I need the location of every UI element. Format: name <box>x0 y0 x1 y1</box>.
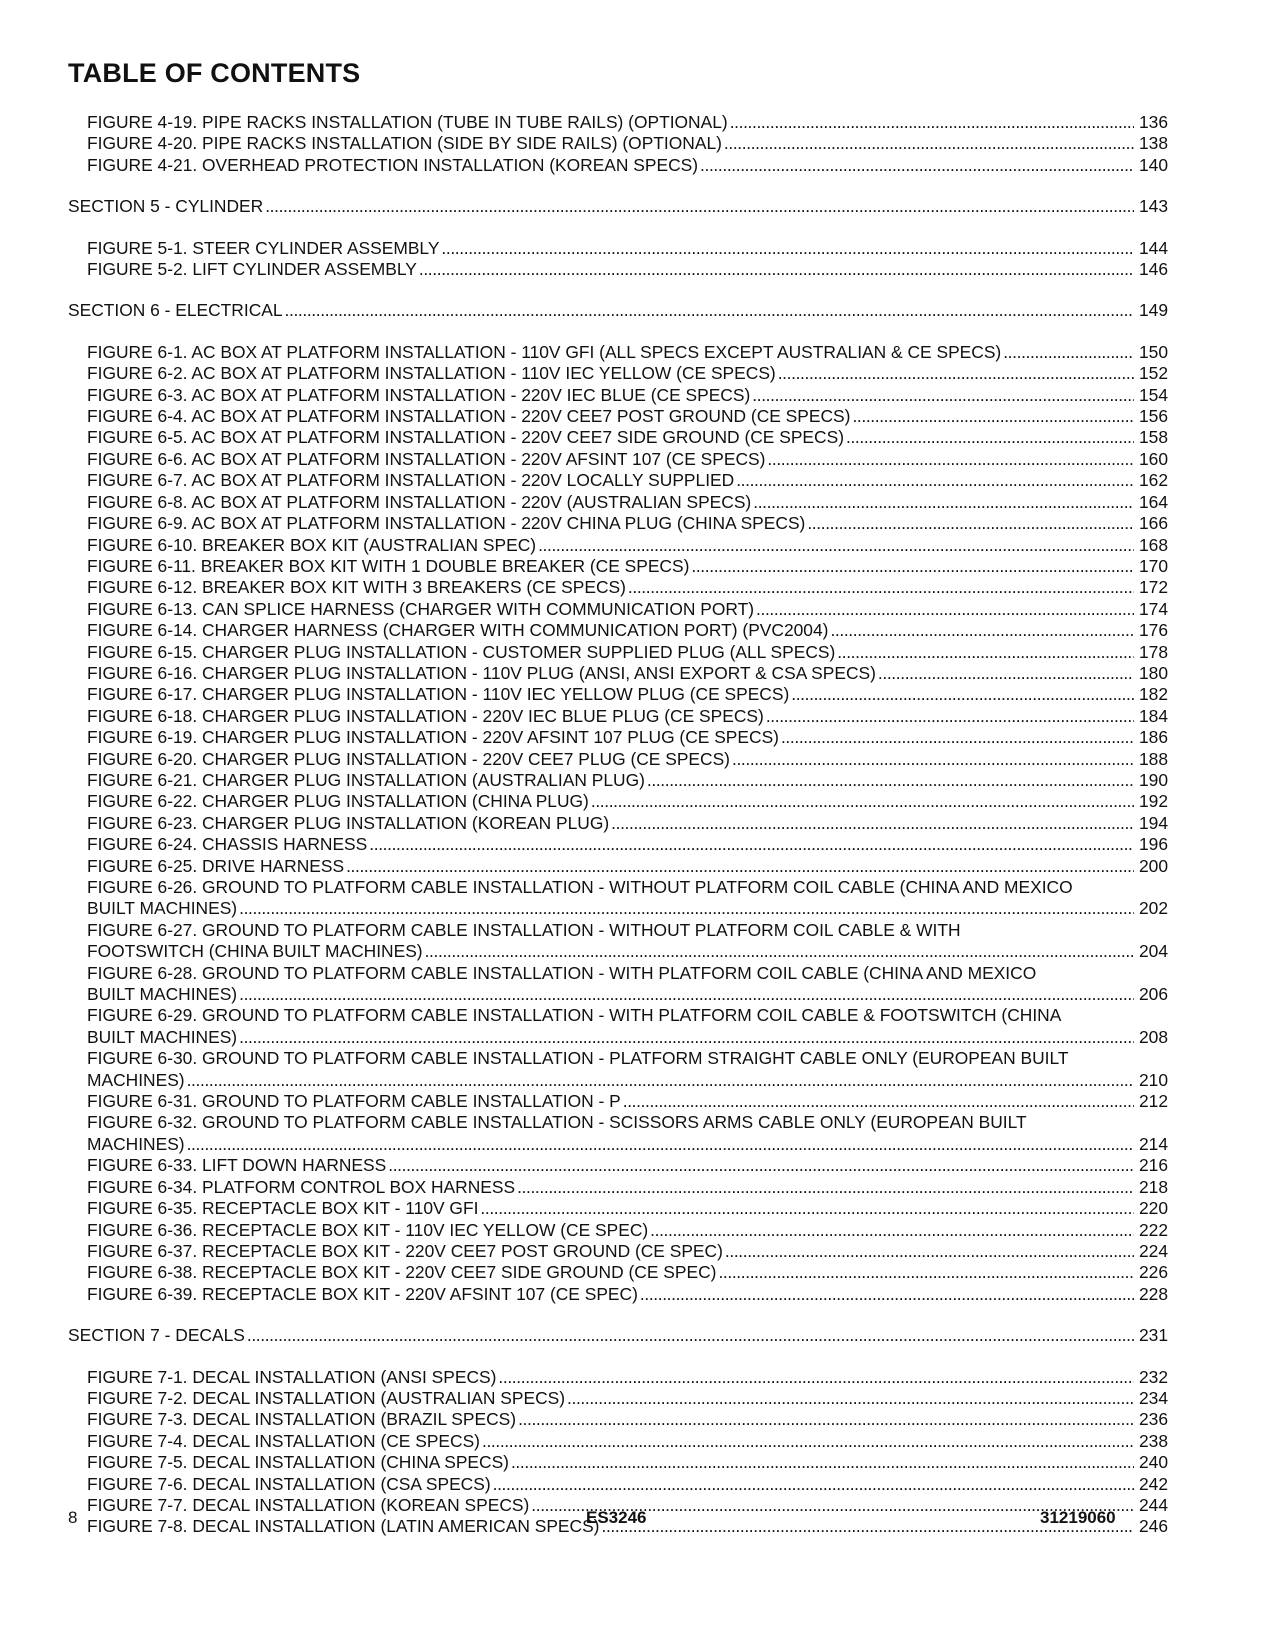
toc-entry-title: FIGURE 4-19. PIPE RACKS INSTALLATION (TUBE IN TUBE RAILS) (OPTIONAL) <box>87 112 728 132</box>
toc-figure-entry[interactable] <box>68 963 1168 1006</box>
toc-entry-page-number: 182 <box>1138 684 1168 705</box>
toc-entry-title: FIGURE 6-3. AC BOX AT PLATFORM INSTALLATION - 220V IEC BLUE (CE SPECS) <box>87 384 751 405</box>
toc-entry-page-number: 180 <box>1138 662 1168 683</box>
dot-leader <box>493 1474 1134 1495</box>
toc-entry-title: FIGURE 6-24. CHASSIS HARNESS <box>87 834 368 855</box>
toc-entry-page-number: 174 <box>1138 598 1168 619</box>
toc-entry-title: FIGURE 6-22. CHARGER PLUG INSTALLATION (CHINA PLUG) <box>87 791 589 812</box>
toc-figure-entry[interactable] <box>68 449 1168 470</box>
toc-entry-title: FIGURE 7-5. DECAL INSTALLATION (CHINA SPECS) <box>87 1452 509 1473</box>
toc-entry-title: FIGURE 6-21. CHARGER PLUG INSTALLATION (AUSTRALIAN PLUG) <box>87 769 645 790</box>
toc-entry-page-number: 166 <box>1138 513 1168 534</box>
dot-leader <box>878 663 1134 684</box>
dot-leader <box>830 620 1134 641</box>
toc-entry-page-number: 154 <box>1138 384 1168 405</box>
dot-leader <box>425 941 1134 962</box>
toc-entry-title: FIGURE 4-20. PIPE RACKS INSTALLATION (SIDE BY SIDE RAILS) (OPTIONAL) <box>87 133 722 154</box>
toc-entry-page-number: 232 <box>1138 1366 1168 1387</box>
toc-entry-title: FIGURE 6-34. PLATFORM CONTROL BOX HARNESS <box>87 1176 516 1197</box>
toc-figure-entry[interactable] <box>68 1241 1168 1262</box>
toc-entry-page-number: 208 <box>1138 1026 1168 1047</box>
toc-entry-page-number: 186 <box>1138 727 1168 748</box>
dot-leader <box>480 1198 1134 1219</box>
toc-entry-title-line: FIGURE 6-28. GROUND TO PLATFORM CABLE INSTALLATION - WITH PLATFORM COIL CABLE (CHINA AND MEXICO <box>87 962 1037 983</box>
dot-leader <box>766 706 1134 727</box>
toc-entry-title: FIGURE 6-13. CAN SPLICE HARNESS (CHARGER WITH COMMUNICATION PORT) <box>87 598 755 619</box>
toc-entry-title: FIGURE 6-5. AC BOX AT PLATFORM INSTALLATION - 220V CEE7 SIDE GROUND (CE SPECS) <box>87 427 844 448</box>
toc-entry-page-number: 220 <box>1138 1198 1168 1219</box>
toc-figure-entry[interactable] <box>68 1091 1168 1112</box>
toc-entry-page-number: 143 <box>1138 196 1168 217</box>
toc-entry-title-line: FIGURE 6-32. GROUND TO PLATFORM CABLE INSTALLATION - SCISSORS ARMS CABLE ONLY (EUROPEAN BUILT <box>87 1112 1027 1133</box>
dot-leader <box>239 1027 1134 1048</box>
toc-entry-page-number: 138 <box>1138 133 1168 154</box>
toc-entry-page-number: 150 <box>1138 341 1168 362</box>
toc-entry-title: FIGURE 6-11. BREAKER BOX KIT WITH 1 DOUBLE BREAKER (CE SPECS) <box>87 555 690 576</box>
toc-figure-entry[interactable] <box>68 1452 1168 1473</box>
toc-entry-page-number: 236 <box>1138 1409 1168 1430</box>
toc-entry-page-number: 246 <box>1138 1516 1168 1537</box>
toc-figure-entry[interactable] <box>68 513 1168 534</box>
dot-leader <box>767 449 1134 470</box>
toc-entry-title: FIGURE 6-10. BREAKER BOX KIT (AUSTRALIAN SPEC) <box>87 534 537 555</box>
toc-figure-entry[interactable] <box>68 834 1168 855</box>
toc-figure-entry[interactable] <box>68 342 1168 363</box>
footer-model-name: ES3246 <box>586 1508 647 1527</box>
toc-figure-entry[interactable] <box>68 1155 1168 1176</box>
toc-entry-title: BUILT MACHINES) <box>87 984 238 1005</box>
toc-entry-page-number: 214 <box>1138 1133 1168 1154</box>
dot-leader <box>247 1325 1134 1346</box>
dot-leader <box>567 1388 1134 1409</box>
toc-entry-title: SECTION 6 - ELECTRICAL <box>68 300 283 321</box>
toc-entry-page-number: 200 <box>1138 855 1168 876</box>
toc-entry-title: FIGURE 6-33. LIFT DOWN HARNESS <box>87 1155 387 1176</box>
toc-figure-entry[interactable] <box>68 749 1168 770</box>
toc-entry-page-number: 152 <box>1138 363 1168 384</box>
toc-figure-entry[interactable] <box>68 363 1168 384</box>
toc-entry-page-number: 204 <box>1138 941 1168 962</box>
toc-entry-title: FIGURE 6-23. CHARGER PLUG INSTALLATION (KOREAN PLUG) <box>87 812 610 833</box>
toc-entry-page-number: 164 <box>1138 491 1168 512</box>
toc-entry-title: FIGURE 7-1. DECAL INSTALLATION (ANSI SPECS) <box>87 1366 497 1387</box>
toc-figure-entry[interactable] <box>68 620 1168 641</box>
dot-leader <box>518 1409 1134 1430</box>
toc-entry-title: FIGURE 6-1. AC BOX AT PLATFORM INSTALLATION - 110V GFI (ALL SPECS EXCEPT AUSTRALIAN & CE SPECS) <box>87 341 1002 362</box>
toc-figure-entry[interactable] <box>68 385 1168 406</box>
dot-leader <box>441 238 1134 259</box>
toc-entry-page-number: 162 <box>1138 470 1168 491</box>
dot-leader <box>736 470 1134 491</box>
toc-entry-title: FIGURE 6-18. CHARGER PLUG INSTALLATION - 220V IEC BLUE PLUG (CE SPECS) <box>87 705 764 726</box>
toc-figure-entry[interactable] <box>68 706 1168 727</box>
toc-entry-page-number: 192 <box>1138 791 1168 812</box>
toc-figure-entry[interactable] <box>68 577 1168 598</box>
toc-figure-entry[interactable] <box>68 133 1168 154</box>
toc-entry-title: BUILT MACHINES) <box>87 1026 238 1047</box>
toc-entry-page-number: 178 <box>1138 641 1168 662</box>
dot-leader <box>700 155 1134 176</box>
toc-entry-page-number: 146 <box>1138 259 1168 280</box>
dot-leader <box>1003 342 1134 363</box>
toc-figure-entry[interactable] <box>68 238 1168 259</box>
toc-figure-entry[interactable] <box>68 1409 1168 1430</box>
toc-entry-page-number: 172 <box>1138 577 1168 598</box>
toc-entry-title: MACHINES) <box>87 1069 185 1090</box>
toc-figure-entry[interactable] <box>68 684 1168 705</box>
toc-entry-title: FIGURE 7-8. DECAL INSTALLATION (LATIN AMERICAN SPECS) <box>87 1516 600 1537</box>
toc-entry-title: FIGURE 4-21. OVERHEAD PROTECTION INSTALLATION (KOREAN SPECS) <box>87 154 699 175</box>
toc-section-entry[interactable] <box>68 300 1168 321</box>
toc-figure-entry[interactable] <box>68 1262 1168 1283</box>
toc-entry-page-number: 212 <box>1138 1091 1168 1112</box>
toc-figure-entry[interactable] <box>68 1474 1168 1495</box>
toc-entry-page-number: 168 <box>1138 534 1168 555</box>
toc-figure-entry[interactable] <box>68 155 1168 176</box>
footer-page-number: 8 <box>68 1508 78 1527</box>
toc-entry-title: FIGURE 6-19. CHARGER PLUG INSTALLATION - 220V AFSINT 107 PLUG (CE SPECS) <box>87 727 779 748</box>
dot-leader <box>498 1367 1134 1388</box>
dot-leader <box>187 1134 1134 1155</box>
dot-leader <box>538 535 1134 556</box>
toc-entry-title: SECTION 5 - CYLINDER <box>68 196 264 217</box>
toc-entry-page-number: 196 <box>1138 834 1168 855</box>
toc-entry-page-number: 244 <box>1138 1494 1168 1515</box>
toc-figure-entry[interactable] <box>68 406 1168 427</box>
toc-entry-title: FIGURE 6-14. CHARGER HARNESS (CHARGER WITH COMMUNICATION PORT) (PVC2004) <box>87 620 829 641</box>
dot-leader <box>725 1241 1134 1262</box>
toc-figure-entry[interactable] <box>68 1220 1168 1241</box>
dot-leader <box>647 770 1134 791</box>
toc-figure-entry[interactable] <box>68 1198 1168 1219</box>
toc-entry-page-number: 158 <box>1138 427 1168 448</box>
dot-leader <box>846 427 1134 448</box>
table-of-contents <box>68 112 1168 1538</box>
toc-entry-title: FIGURE 6-6. AC BOX AT PLATFORM INSTALLATION - 220V AFSINT 107 (CE SPECS) <box>87 448 766 469</box>
toc-entry-page-number: 210 <box>1138 1069 1168 1090</box>
toc-figure-entry[interactable] <box>68 535 1168 556</box>
dot-leader <box>517 1177 1134 1198</box>
toc-figure-entry[interactable] <box>68 556 1168 577</box>
toc-entry-page-number: 234 <box>1138 1387 1168 1408</box>
toc-entry-title: FOOTSWITCH (CHINA BUILT MACHINES) <box>87 941 423 962</box>
toc-figure-entry[interactable] <box>68 1388 1168 1409</box>
toc-entry-title: FIGURE 6-39. RECEPTACLE BOX KIT - 220V AFSINT 107 (CE SPEC) <box>87 1283 638 1304</box>
dot-leader <box>611 813 1134 834</box>
toc-entry-title-line: FIGURE 6-30. GROUND TO PLATFORM CABLE INSTALLATION - PLATFORM STRAIGHT CABLE ONLY (EUROPEAN BUILT <box>87 1048 1069 1069</box>
dot-leader <box>807 513 1134 534</box>
toc-entry-page-number: 240 <box>1138 1452 1168 1473</box>
toc-figure-entry[interactable] <box>68 1177 1168 1198</box>
toc-figure-entry[interactable] <box>68 470 1168 491</box>
toc-figure-entry[interactable] <box>68 1112 1168 1155</box>
toc-entry-page-number: 188 <box>1138 748 1168 769</box>
toc-entry-page-number: 231 <box>1138 1325 1168 1346</box>
toc-entry-title: FIGURE 6-9. AC BOX AT PLATFORM INSTALLATION - 220V CHINA PLUG (CHINA SPECS) <box>87 513 806 534</box>
toc-entry-page-number: 228 <box>1138 1283 1168 1304</box>
toc-entry-page-number: 238 <box>1138 1430 1168 1451</box>
toc-figure-entry[interactable] <box>68 112 1168 133</box>
dot-leader <box>837 642 1134 663</box>
dot-leader <box>640 1284 1134 1305</box>
toc-entry-page-number: 170 <box>1138 555 1168 576</box>
toc-entry-page-number: 176 <box>1138 620 1168 641</box>
toc-figure-entry[interactable] <box>68 642 1168 663</box>
dot-leader <box>369 834 1134 855</box>
dot-leader <box>753 492 1134 513</box>
toc-entry-title: FIGURE 7-2. DECAL INSTALLATION (AUSTRALIAN SPECS) <box>87 1387 566 1408</box>
dot-leader <box>482 1431 1134 1452</box>
toc-entry-title: FIGURE 6-8. AC BOX AT PLATFORM INSTALLATION - 220V (AUSTRALIAN SPECS) <box>87 491 752 512</box>
dot-leader <box>730 112 1134 133</box>
toc-figure-entry[interactable] <box>68 1048 1168 1091</box>
toc-entry-title: FIGURE 7-4. DECAL INSTALLATION (CE SPECS) <box>87 1430 480 1451</box>
dot-leader <box>650 1220 1134 1241</box>
toc-entry-title: FIGURE 7-7. DECAL INSTALLATION (KOREAN SPECS) <box>87 1494 530 1515</box>
dot-leader <box>187 1070 1134 1091</box>
toc-entry-title: MACHINES) <box>87 1133 185 1154</box>
dot-leader <box>852 406 1134 427</box>
toc-entry-title: FIGURE 5-1. STEER CYLINDER ASSEMBLY <box>87 237 440 258</box>
dot-leader <box>591 791 1134 812</box>
toc-entry-title: FIGURE 6-17. CHARGER PLUG INSTALLATION - 110V IEC YELLOW PLUG (CE SPECS) <box>87 684 790 705</box>
toc-entry-title: FIGURE 6-31. GROUND TO PLATFORM CABLE INSTALLATION - P <box>87 1091 621 1112</box>
toc-entry-title: FIGURE 6-16. CHARGER PLUG INSTALLATION - 110V PLUG (ANSI, ANSI EXPORT & CSA SPECS) <box>87 662 876 683</box>
toc-entry-title: FIGURE 6-37. RECEPTACLE BOX KIT - 220V CEE7 POST GROUND (CE SPEC) <box>87 1240 723 1261</box>
dot-leader <box>756 599 1134 620</box>
toc-entry-title: FIGURE 6-35. RECEPTACLE BOX KIT - 110V GFI <box>87 1198 479 1219</box>
toc-entry-page-number: 202 <box>1138 898 1168 919</box>
toc-entry-page-number: 222 <box>1138 1219 1168 1240</box>
toc-figure-entry[interactable] <box>68 663 1168 684</box>
dot-leader <box>285 300 1134 321</box>
toc-figure-entry[interactable] <box>68 856 1168 877</box>
dot-leader <box>724 133 1134 154</box>
toc-entry-page-number: 156 <box>1138 406 1168 427</box>
toc-entry-title: FIGURE 6-4. AC BOX AT PLATFORM INSTALLATION - 220V CEE7 POST GROUND (CE SPECS) <box>87 406 851 427</box>
toc-figure-entry[interactable] <box>68 1005 1168 1048</box>
toc-entry-page-number: 190 <box>1138 769 1168 790</box>
dot-leader <box>419 259 1134 280</box>
toc-entry-title: FIGURE 6-15. CHARGER PLUG INSTALLATION - CUSTOMER SUPPLIED PLUG (ALL SPECS) <box>87 641 836 662</box>
dot-leader <box>718 1262 1134 1283</box>
toc-entry-page-number: 216 <box>1138 1155 1168 1176</box>
toc-figure-entry[interactable] <box>68 727 1168 748</box>
toc-entry-title-line: FIGURE 6-29. GROUND TO PLATFORM CABLE INSTALLATION - WITH PLATFORM COIL CABLE & FOOTSWITCH (CHINA <box>87 1005 1062 1026</box>
toc-entry-title-line: FIGURE 6-26. GROUND TO PLATFORM CABLE INSTALLATION - WITHOUT PLATFORM COIL CABLE (CHINA AND MEXICO <box>87 877 1073 897</box>
toc-figure-entry[interactable] <box>68 813 1168 834</box>
dot-leader <box>628 577 1134 598</box>
toc-entry-page-number: 144 <box>1138 237 1168 258</box>
dot-leader <box>239 984 1134 1005</box>
dot-leader <box>752 385 1134 406</box>
dot-leader <box>346 856 1134 877</box>
toc-entry-title: FIGURE 6-38. RECEPTACLE BOX KIT - 220V CEE7 SIDE GROUND (CE SPEC) <box>87 1262 717 1283</box>
toc-entry-page-number: 194 <box>1138 812 1168 833</box>
toc-entry-title: FIGURE 7-6. DECAL INSTALLATION (CSA SPECS) <box>87 1473 491 1494</box>
toc-entry-page-number: 136 <box>1138 112 1168 132</box>
toc-entry-title: FIGURE 6-12. BREAKER BOX KIT WITH 3 BREAKERS (CE SPECS) <box>87 577 626 598</box>
toc-entry-title: FIGURE 7-3. DECAL INSTALLATION (BRAZIL SPECS) <box>87 1409 517 1430</box>
dot-leader <box>623 1091 1134 1112</box>
toc-entry-title: FIGURE 5-2. LIFT CYLINDER ASSEMBLY <box>87 259 417 280</box>
toc-entry-page-number: 149 <box>1138 300 1168 321</box>
dot-leader <box>239 898 1134 919</box>
toc-figure-entry[interactable] <box>68 770 1168 791</box>
toc-entry-title: SECTION 7 - DECALS <box>68 1325 245 1346</box>
toc-entry-title: FIGURE 6-7. AC BOX AT PLATFORM INSTALLATION - 220V LOCALLY SUPPLIED <box>87 470 735 491</box>
footer-part-number: 31219060 <box>1040 1508 1116 1527</box>
toc-entry-page-number: 218 <box>1138 1176 1168 1197</box>
toc-entry-page-number: 160 <box>1138 448 1168 469</box>
dot-leader <box>691 556 1134 577</box>
toc-entry-title: FIGURE 6-36. RECEPTACLE BOX KIT - 110V IEC YELLOW (CE SPEC) <box>87 1219 649 1240</box>
toc-figure-entry[interactable] <box>68 1367 1168 1388</box>
dot-leader <box>265 196 1134 217</box>
toc-entry-title: FIGURE 6-25. DRIVE HARNESS <box>87 855 345 876</box>
toc-entry-title: FIGURE 6-2. AC BOX AT PLATFORM INSTALLATION - 110V IEC YELLOW (CE SPECS) <box>87 363 776 384</box>
dot-leader <box>791 684 1134 705</box>
toc-entry-title-line: FIGURE 6-27. GROUND TO PLATFORM CABLE INSTALLATION - WITHOUT PLATFORM COIL CABLE & WITH <box>87 919 961 940</box>
toc-entry-page-number: 140 <box>1138 154 1168 175</box>
toc-section-entry[interactable] <box>68 196 1168 217</box>
dot-leader <box>781 727 1134 748</box>
toc-figure-entry[interactable] <box>68 259 1168 280</box>
page-title: TABLE OF CONTENTS <box>68 58 361 88</box>
dot-leader <box>732 749 1134 770</box>
toc-entry-page-number: 184 <box>1138 705 1168 726</box>
toc-entry-page-number: 226 <box>1138 1262 1168 1283</box>
toc-figure-entry[interactable] <box>68 1431 1168 1452</box>
toc-figure-entry[interactable] <box>68 427 1168 448</box>
toc-figure-entry[interactable] <box>68 1284 1168 1305</box>
toc-figure-entry[interactable] <box>68 599 1168 620</box>
toc-entry-title: FIGURE 6-20. CHARGER PLUG INSTALLATION - 220V CEE7 PLUG (CE SPECS) <box>87 748 730 769</box>
toc-section-entry[interactable] <box>68 1325 1168 1346</box>
dot-leader <box>511 1452 1134 1473</box>
toc-entry-page-number: 242 <box>1138 1473 1168 1494</box>
toc-entry-page-number: 206 <box>1138 984 1168 1005</box>
toc-figure-entry[interactable] <box>68 492 1168 513</box>
dot-leader <box>778 363 1134 384</box>
dot-leader <box>388 1155 1134 1176</box>
toc-entry-title: BUILT MACHINES) <box>87 898 238 919</box>
toc-entry-page-number: 224 <box>1138 1240 1168 1261</box>
toc-figure-entry[interactable] <box>68 791 1168 812</box>
toc-figure-entry[interactable] <box>68 920 1168 963</box>
toc-figure-entry[interactable] <box>68 877 1168 920</box>
